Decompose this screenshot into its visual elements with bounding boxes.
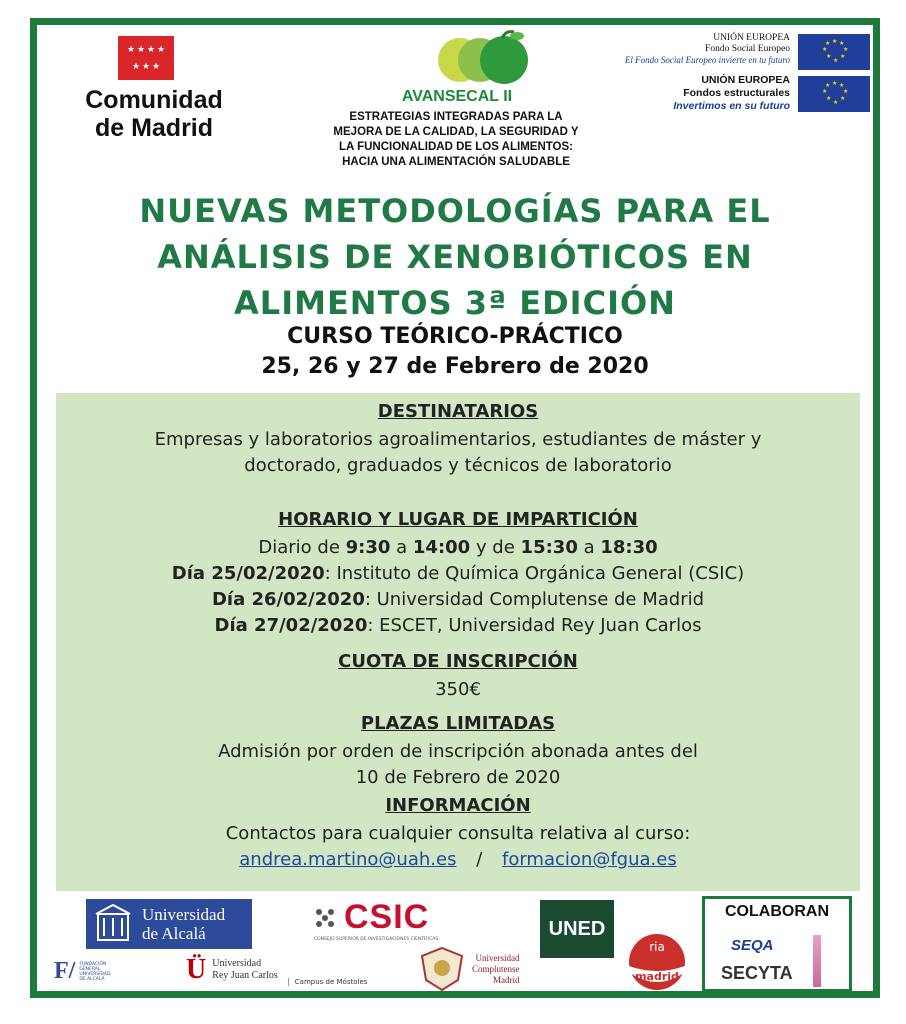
- uah-crest-icon: [90, 902, 136, 946]
- svg-text:★: ★: [825, 40, 831, 47]
- fgua-text: [79, 962, 110, 982]
- day-place: : Universidad Complutense de Madrid: [364, 589, 705, 610]
- colaboran-stripe: [813, 935, 821, 987]
- svg-text:★: ★: [839, 40, 845, 47]
- avansecal-name: AVANSECAL II: [401, 88, 513, 105]
- seqa-logo: SEQA: [731, 937, 774, 954]
- cuota-heading: CUOTA DE INSCRIPCIÓN: [338, 651, 578, 672]
- time-start-afternoon: 15:30: [520, 537, 578, 558]
- svg-text:★: ★: [832, 38, 838, 45]
- contact-emails: [56, 849, 860, 870]
- email-link-fgua[interactable]: formacion@fgua.es: [502, 849, 677, 870]
- plazas-heading: PLAZAS LIMITADAS: [360, 713, 556, 734]
- avansecal-subtitle: [286, 110, 626, 170]
- day-row: [56, 615, 860, 636]
- svg-text:★: ★: [822, 46, 828, 53]
- title-line3: ALIMENTOS 3ª EDICIÓN: [234, 284, 676, 322]
- svg-text:★: ★: [833, 57, 839, 64]
- avansecal-sub-line: HACIA UNA ALIMENTACIÓN SALUDABLE: [342, 156, 570, 168]
- course-dates: 25, 26 y 27 de Febrero de 2020: [261, 354, 649, 379]
- eu-fe-text: [600, 74, 790, 113]
- day-row: [56, 563, 860, 584]
- ucm-line1: Universidad: [475, 952, 520, 963]
- ria-name: ria: [649, 940, 665, 954]
- daily-a: a: [396, 537, 408, 558]
- fgua-text-line: FUNDACIÓN: [79, 961, 107, 967]
- fgua-logo: [54, 958, 110, 985]
- fgua-text-line: DE ALCALÁ: [79, 976, 105, 982]
- svg-text:★: ★: [826, 95, 832, 102]
- plazas-line2: 10 de Febrero de 2020: [355, 767, 561, 788]
- email-separator: /: [476, 849, 483, 870]
- star-icon: ★: [142, 61, 151, 72]
- uah-line1: Universidad: [142, 905, 226, 924]
- colaboran-box: [702, 896, 852, 992]
- destinatarios-line1: Empresas y laboratorios agroalimentarios, estudiantes de máster y: [154, 429, 762, 450]
- destinatarios-line2: doctorado, graduados y técnicos de laboratorio: [244, 455, 672, 476]
- svg-text:★: ★: [826, 53, 832, 60]
- fgua-mark: F/: [54, 958, 76, 984]
- fgua-text-line: GENERAL: [79, 966, 101, 972]
- csic-name: CSIC: [344, 898, 430, 936]
- day-label: Día 25/02/2020: [171, 563, 325, 584]
- star-icon: ★: [157, 44, 166, 55]
- madrid-name-line2: de Madrid: [94, 114, 214, 142]
- informacion-heading: INFORMACIÓN: [385, 795, 531, 816]
- day-place: : Instituto de Química Orgánica General (CSIC): [324, 563, 745, 584]
- horario-heading: HORARIO Y LUGAR DE IMPARTICIÓN: [278, 509, 638, 530]
- madrid-flag-logo: [118, 36, 174, 80]
- star-icon: ★: [137, 44, 146, 55]
- urjc-line1: Universidad: [212, 958, 262, 969]
- secyta-logo: SECYTA: [721, 963, 793, 983]
- time-end-afternoon: 18:30: [600, 537, 658, 558]
- eu-fe-line1: UNIÓN EUROPEA: [701, 74, 790, 86]
- ucm-line2: Complutense: [472, 963, 520, 974]
- urjc-line2: Rey Juan Carlos: [212, 970, 278, 981]
- plazas-line1: Admisión por orden de inscripción abonada antes del: [218, 741, 698, 762]
- urjc-text: [212, 958, 278, 982]
- eu-fe-line3: Invertimos en su futuro: [673, 100, 790, 112]
- title-line2: ANÁLISIS DE XENOBIÓTICOS EN: [157, 238, 753, 276]
- csic-logo: [312, 898, 472, 942]
- uah-line2: de Alcalá: [142, 924, 206, 943]
- time-start-morning: 9:30: [345, 537, 391, 558]
- csic-emblem-icon: [312, 905, 338, 931]
- avansecal-sub-line: MEJORA DE LA CALIDAD, LA SEGURIDAD Y: [333, 126, 579, 138]
- urjc-mark: Ü: [186, 954, 207, 985]
- uned-logo: UNED: [540, 900, 614, 958]
- eu-fse-line2: Fondo Social Europeo: [705, 44, 790, 54]
- svg-text:★: ★: [840, 95, 846, 102]
- svg-text:★: ★: [843, 46, 849, 53]
- eu-fe-line2: Fondos estructurales: [683, 87, 790, 99]
- urjc-campus: Campus de Móstoles: [288, 978, 368, 986]
- ria-madrid-logo: [622, 932, 692, 992]
- eu-flag-icon: [798, 76, 870, 112]
- star-icon: ★: [147, 44, 156, 55]
- informacion-line1: Contactos para cualquier consulta relativa al curso:: [225, 823, 691, 844]
- avansecal-sub-line: ESTRATEGIAS INTEGRADAS PARA LA: [349, 111, 563, 123]
- day-row: [56, 589, 860, 610]
- daily-prefix: Diario de: [258, 537, 340, 558]
- info-panel: [56, 393, 860, 891]
- eu-flag-icon: [798, 34, 870, 70]
- day-place: : ESCET, Universidad Rey Juan Carlos: [367, 615, 702, 636]
- csic-tagline: CONSEJO SUPERIOR DE INVESTIGACIONES CIENTÍFICAS: [314, 937, 439, 942]
- star-icon: ★: [127, 44, 136, 55]
- svg-text:★: ★: [840, 53, 846, 60]
- ucm-text: [472, 953, 520, 986]
- daily-y: y de: [475, 537, 515, 558]
- uah-logo: [86, 899, 252, 949]
- course-type: CURSO TEÓRICO-PRÁCTICO: [287, 324, 623, 349]
- svg-text:★: ★: [832, 80, 838, 87]
- course-title: [60, 188, 850, 326]
- ucm-line3: Madrid: [493, 974, 520, 985]
- time-end-morning: 14:00: [412, 537, 471, 558]
- madrid-logo-text: [54, 86, 254, 142]
- eu-fse-text: [560, 33, 790, 66]
- destinatarios-heading: DESTINATARIOS: [377, 401, 539, 422]
- urjc-logo: [186, 954, 367, 986]
- svg-text:★: ★: [839, 82, 845, 89]
- colaboran-heading: COLABORAN: [725, 903, 829, 920]
- cuota-amount: 350€: [435, 679, 481, 700]
- apple-logo-icon: [432, 30, 542, 86]
- ria-madrid: madrid: [635, 970, 679, 983]
- avansecal-sub-line: LA FUNCIONALIDAD DE LOS ALIMENTOS:: [338, 141, 574, 153]
- star-icon: ★: [132, 61, 141, 72]
- eu-fse-line1: UNIÓN EUROPEA: [713, 33, 790, 43]
- svg-text:★: ★: [833, 99, 839, 106]
- title-line1: NUEVAS METODOLOGÍAS PARA EL: [139, 192, 771, 230]
- fgua-text-line: UNIVERSIDAD: [79, 971, 111, 977]
- day-label: Día 26/02/2020: [211, 589, 365, 610]
- course-subtitle: [60, 322, 850, 382]
- star-icon: ★: [152, 61, 161, 72]
- svg-text:★: ★: [825, 82, 831, 89]
- day-label: Día 27/02/2020: [214, 615, 368, 636]
- ucm-logo: [418, 946, 520, 992]
- daily-a: a: [583, 537, 595, 558]
- email-link-uah[interactable]: andrea.martino@uah.es: [239, 849, 457, 870]
- madrid-name-line1: Comunidad: [85, 86, 223, 114]
- svg-text:★: ★: [843, 88, 849, 95]
- horario-daily: [56, 537, 860, 558]
- ucm-crest-icon: [418, 946, 466, 992]
- svg-text:★: ★: [822, 88, 828, 95]
- eu-fse-line3: El Fondo Social Europeo invierte en tu futuro: [624, 55, 790, 65]
